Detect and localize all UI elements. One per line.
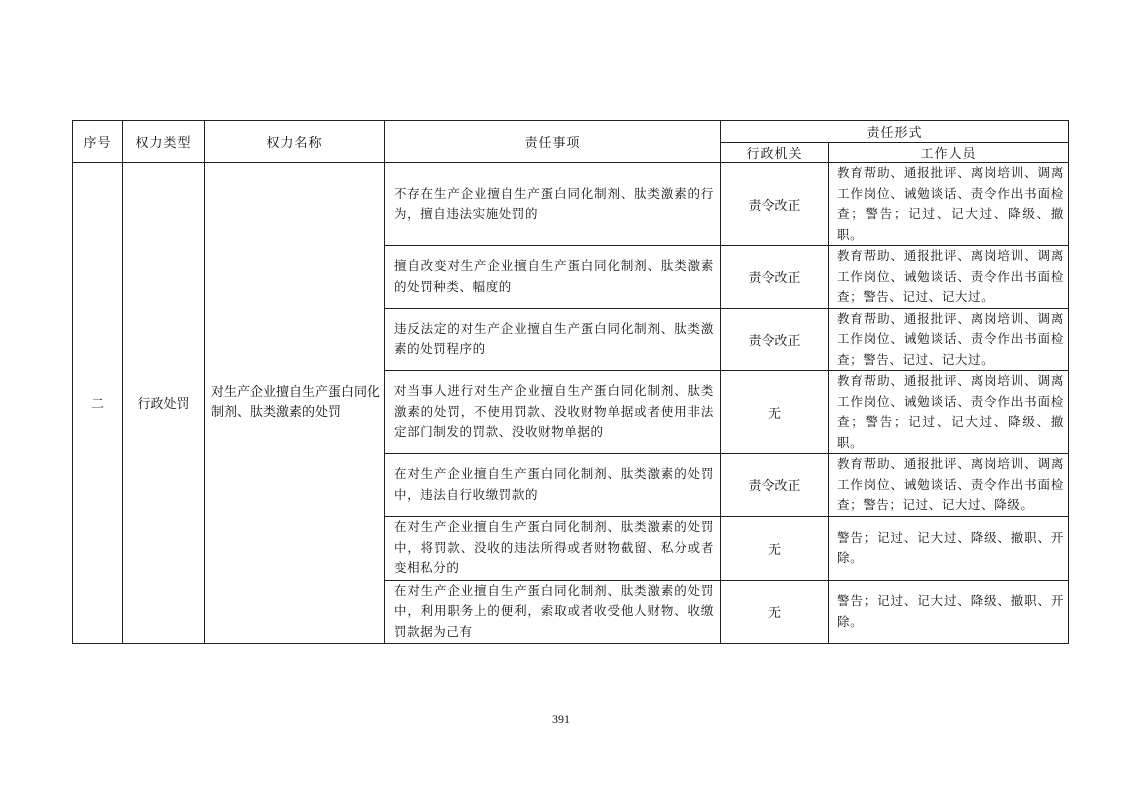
header-power-type: 权力类型	[123, 121, 205, 163]
responsibility-item: 在对生产企业擅自生产蛋白同化制剂、肽类激素的处罚中，将罚款、没收的违法所得或者财物截留、私分或者变相私分的	[385, 516, 721, 580]
responsibility-item: 对当事人进行对生产企业擅自生产蛋白同化制剂、肽类激素的处罚，不使用罚款、没收财物单据或者使用非法定部门制发的罚款、没收财物单据的	[385, 371, 721, 454]
admin-organ-form: 责令改正	[721, 163, 829, 246]
header-seq: 序号	[73, 121, 123, 163]
staff-form: 警告；记过、记大过、降级、撤职、开除。	[829, 516, 1069, 580]
admin-organ-form: 责令改正	[721, 308, 829, 371]
staff-form: 警告；记过、记大过、降级、撤职、开除。	[829, 580, 1069, 643]
responsibility-item: 不存在生产企业擅自生产蛋白同化制剂、肽类激素的行为，擅自违法实施处罚的	[385, 163, 721, 246]
page-number: 391	[552, 712, 570, 726]
admin-organ-form: 无	[721, 371, 829, 454]
header-responsibility-items: 责任事项	[385, 121, 721, 163]
admin-organ-form: 责令改正	[721, 454, 829, 517]
group-power-type: 行政处罚	[123, 163, 205, 644]
header-staff: 工作人员	[829, 143, 1069, 163]
group-power-name: 对生产企业擅自生产蛋白同化制剂、肽类激素的处罚	[205, 163, 385, 644]
responsibility-item: 在对生产企业擅自生产蛋白同化制剂、肽类激素的处罚中，违法自行收缴罚款的	[385, 454, 721, 517]
header-admin-organ: 行政机关	[721, 143, 829, 163]
staff-form: 教育帮助、通报批评、离岗培训、调离工作岗位、诫勉谈话、责令作出书面检查；警告；记过、记大过、降级。	[829, 454, 1069, 517]
responsibility-item: 违反法定的对生产企业擅自生产蛋白同化制剂、肽类激素的处罚程序的	[385, 308, 721, 371]
responsibility-item: 在对生产企业擅自生产蛋白同化制剂、肽类激素的处罚中，利用职务上的便利，索取或者收受他人财物、收缴罚款据为己有	[385, 580, 721, 643]
responsibility-table	[72, 120, 1069, 644]
group-seq: 二	[73, 163, 123, 644]
admin-organ-form: 无	[721, 580, 829, 643]
admin-organ-form: 责令改正	[721, 246, 829, 309]
table-row	[73, 163, 1069, 246]
staff-form: 教育帮助、通报批评、离岗培训、调离工作岗位、诫勉谈话、责令作出书面检查；警告、记过、记大过。	[829, 308, 1069, 371]
staff-form: 教育帮助、通报批评、离岗培训、调离工作岗位、诫勉谈话、责令作出书面检查；警告；记过、记大过、降级、撤职。	[829, 163, 1069, 246]
header-row-top	[73, 121, 1069, 143]
staff-form: 教育帮助、通报批评、离岗培训、调离工作岗位、诫勉谈话、责令作出书面检查；警告、记过、记大过。	[829, 246, 1069, 309]
staff-form: 教育帮助、通报批评、离岗培训、调离工作岗位、诫勉谈话、责令作出书面检查；警告；记过、记大过、降级、撤职。	[829, 371, 1069, 454]
header-power-name: 权力名称	[205, 121, 385, 163]
header-responsibility-forms: 责任形式	[721, 121, 1069, 143]
responsibility-item: 擅自改变对生产企业擅自生产蛋白同化制剂、肽类激素的处罚种类、幅度的	[385, 246, 721, 309]
admin-organ-form: 无	[721, 516, 829, 580]
